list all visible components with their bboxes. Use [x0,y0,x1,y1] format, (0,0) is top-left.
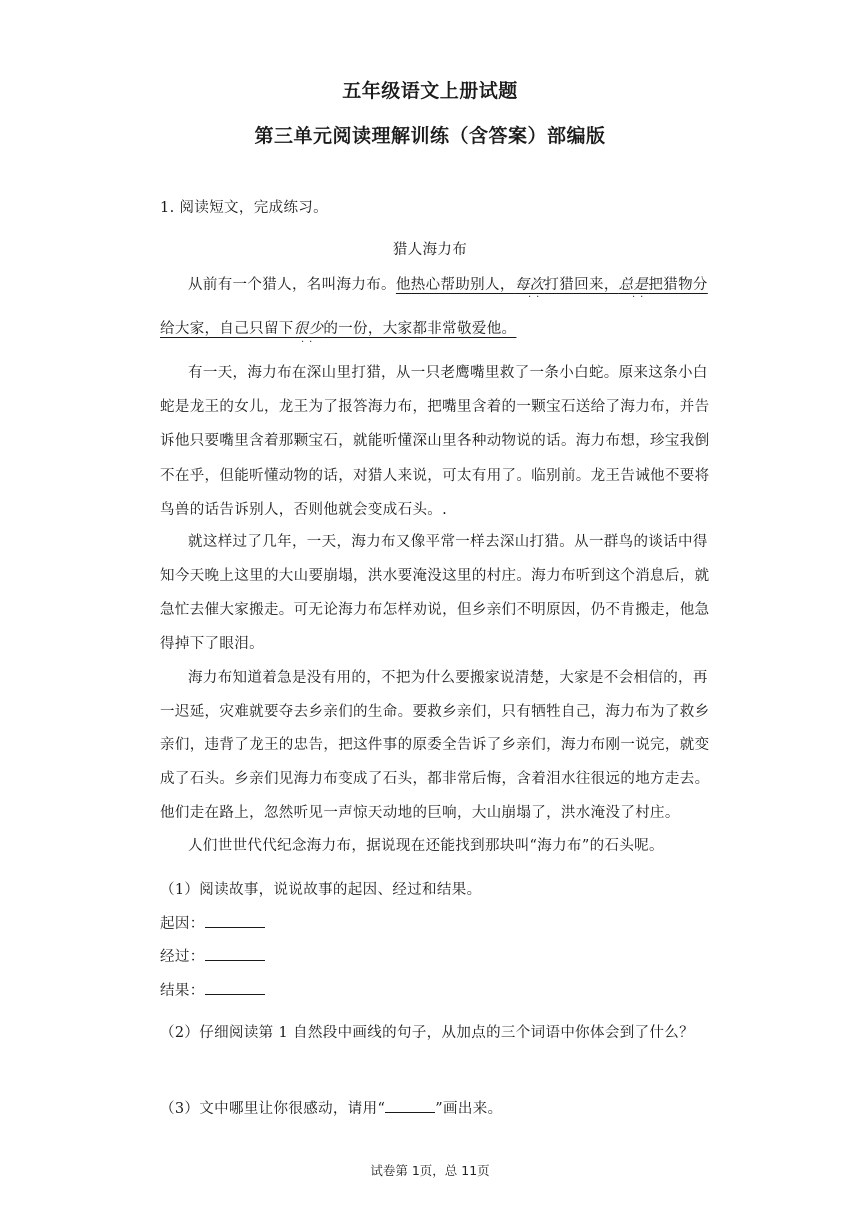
result-label: 结果： [160,983,205,999]
answer-cause-row [160,913,720,934]
paragraph-4-line: 一迟延，灾难就要夺去乡亲们的生命。要救乡亲们，只有牺牲自己，海力布为了救乡 [160,704,710,720]
underlined-sentence-part: 给大家，自己只留下 [160,321,294,337]
paragraph-2-line: 鸟兽的话告诉别人，否则他就会变成石头。. [160,502,448,518]
paragraph-3-line: 得掉下了眼泪。 [160,636,264,652]
underlined-sentence-part: 的一份，大家都非常敬爱他。 [323,321,517,337]
paragraph-2-line: 有一天，海力布在深山里打猎，从一只老鹰嘴里救了一条小白蛇。原来这条小白 [188,365,708,381]
sub-question-3-prefix: （3）文中哪里让你很感动，请用“ [160,1101,386,1117]
sub-question-2-prompt: （2）仔细阅读第 1 自然段中画线的句子，从加点的三个词语中你体会到了什么？ [160,1025,694,1041]
question-1-prompt: 1. 阅读短文，完成练习。 [160,200,328,216]
paragraph-2-line: 不在乎，但能听懂动物的话，对猎人来说，可太有用了。临别前。龙王告诫他不要将 [160,468,710,484]
cause-label: 起因： [160,916,205,932]
sub-question-1-prompt: （1）阅读故事，说说故事的起因、经过和结果。 [160,882,482,898]
paragraph-2-line: 蛇是龙王的女儿，龙王为了报答海力布，把嘴里含着的一颗宝石送给了海力布，并告 [160,399,710,415]
paragraph-3-line: 知今天晚上这里的大山要崩塌，洪水要淹没这里的村庄。海力布听到这个消息后，就 [160,568,710,584]
paragraph-4-line: 亲们，违背了龙王的忠告，把这件事的原委全告诉了乡亲们，海力布刚一说完，就变 [160,737,710,753]
page-subtitle: 第三单元阅读理解训练（含答案）部编版 [254,125,606,147]
emphasis-dots: ·· [528,292,545,303]
paragraph-5-line: 人们世世代代纪念海力布，据说现在还能找到那块叫“海力布”的石头呢。 [188,838,664,854]
cause-answer-blank[interactable] [205,913,265,928]
paragraph-3-line: 就这样过了几年，一天，海力布又像平常一样去深山打猎。从一群鸟的谈话中得 [188,534,708,550]
underlined-sentence-part: 他热心帮助别人， [395,277,515,293]
process-answer-blank[interactable] [205,946,265,961]
underlined-sentence-part: 把猎物分 [648,277,708,293]
paragraph-4-line: 成了石头。乡亲们见海力布变成了石头，都非常后悔，含着泪水往很远的地方走去。 [160,771,710,787]
paragraph-3-line: 急忙去催大家搬走。可无论海力布怎样劝说，但乡亲们不明原因，仍不肯搬走，他急 [160,602,710,618]
paragraph-2-line: 诉他只要嘴里含着那颗宝石，就能听懂深山里各种动物说的话。海力布想，珍宝我倒 [160,433,710,449]
story-title: 猎人海力布 [392,242,468,258]
emphasis-dots: ·· [632,292,649,303]
page-footer: 试卷第 1页，总 11页 [370,1163,490,1178]
paragraph-4-line: 海力布知道着急是没有用的，不把为什么要搬家说清楚，大家是不会相信的，再 [188,670,708,686]
result-answer-blank[interactable] [205,980,265,995]
dotted-word-henshao: 很少 [293,321,324,337]
emphasis-dots: ·· [301,337,318,348]
underline-sample-blank [385,1098,435,1113]
answer-result-row [160,980,720,1001]
dotted-word-meici: 每次 [514,277,545,293]
paragraph-4-line: 他们走在路上，忽然听见一声惊天动地的巨响，大山崩塌了，洪水淹没了村庄。 [160,805,680,821]
page-title: 五年级语文上册试题 [342,80,518,102]
paragraph-1-line-2 [160,319,720,339]
sub-question-3-suffix: ”画出来。 [435,1101,503,1117]
dotted-word-zongshi: 总是 [618,277,649,293]
process-label: 经过： [160,949,205,965]
answer-process-row [160,946,720,967]
paragraph-1-plain: 从前有一个猎人，名叫海力布。 [188,277,396,293]
underlined-sentence-part: 打猎回来， [544,277,619,293]
sub-question-3-prompt [160,1098,720,1119]
